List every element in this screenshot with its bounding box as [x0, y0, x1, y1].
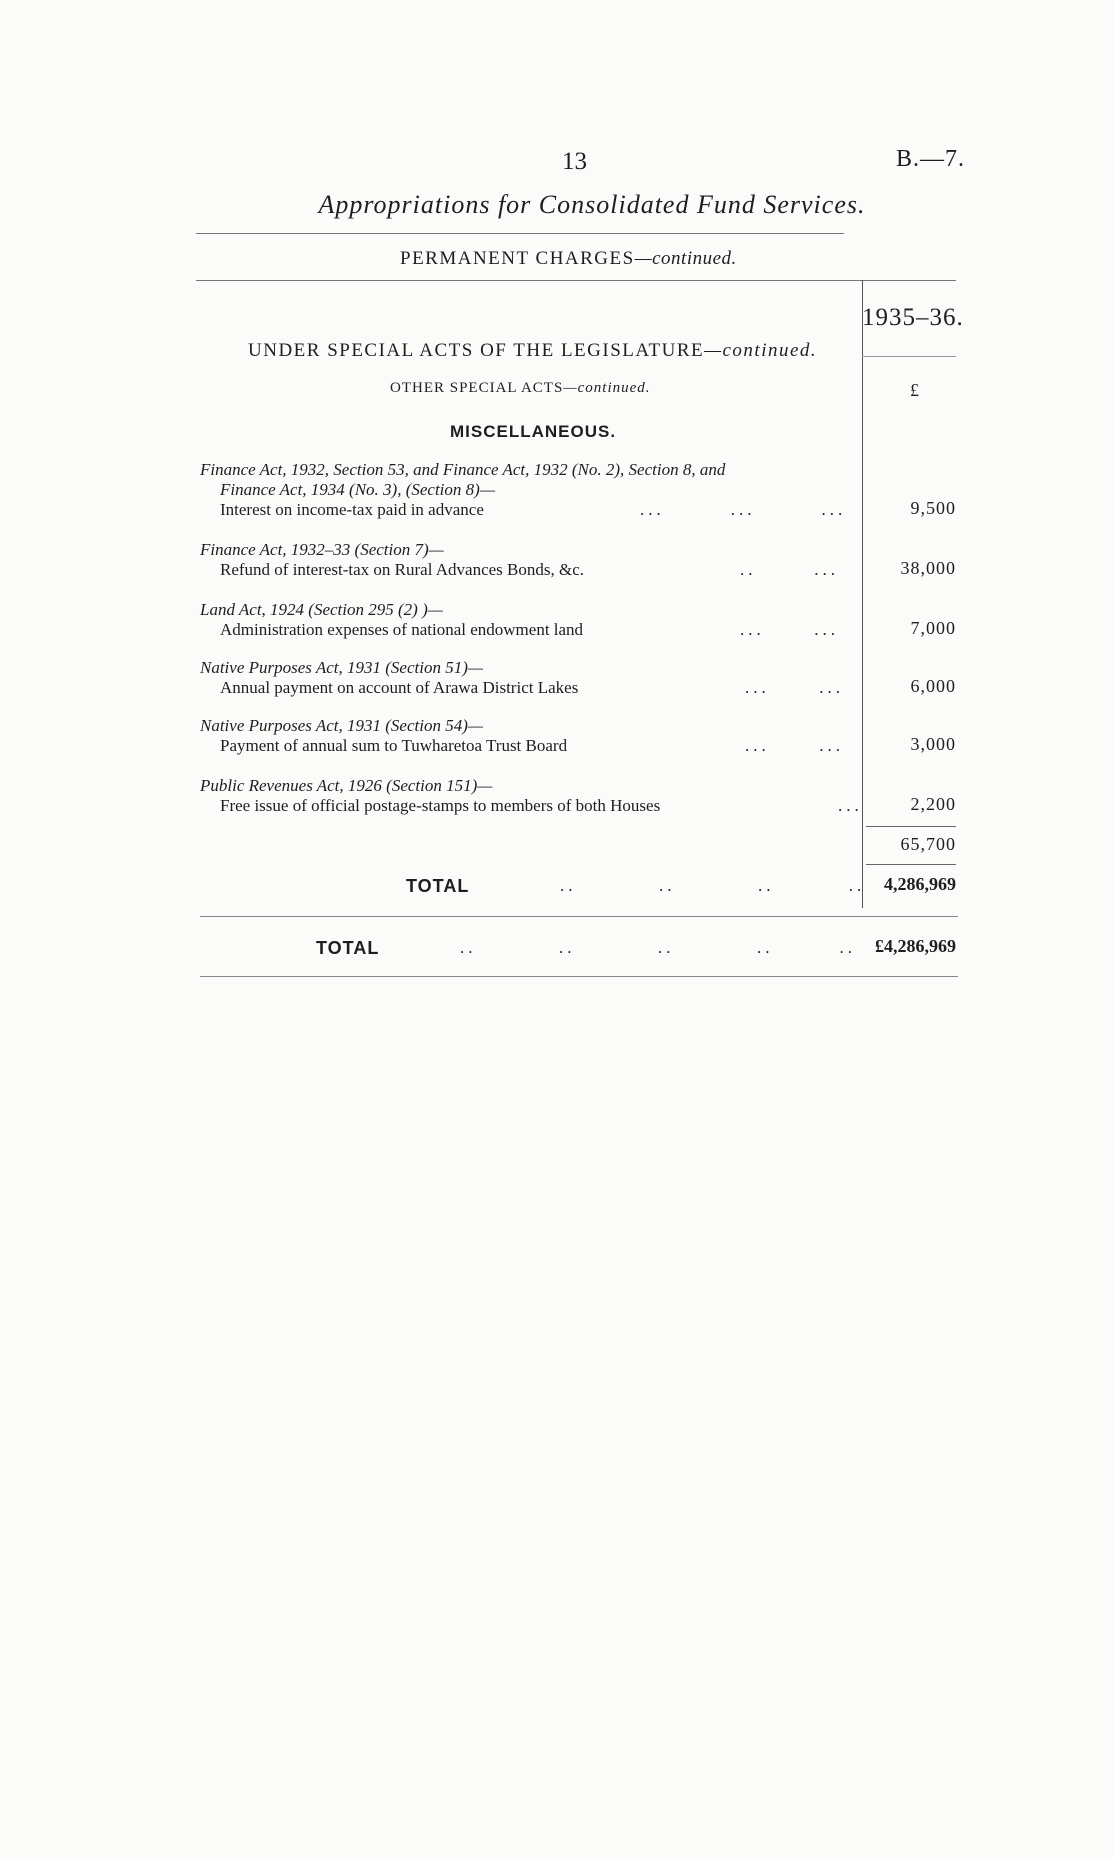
subtitle-suffix: —continued. — [634, 248, 737, 269]
page-title: Appropriations for Consolidated Fund Services. — [318, 190, 866, 219]
subtitle-rule — [196, 280, 956, 281]
total-rule — [200, 916, 958, 917]
entry-amount: 9,500 — [910, 498, 956, 518]
entry-amount: 38,000 — [900, 558, 956, 578]
act-reference: Public Revenues Act, 1926 (Section 151)— — [200, 776, 493, 795]
currency-symbol: £ — [910, 380, 919, 400]
entry-description: Annual payment on account of Arawa District Lakes — [220, 678, 579, 697]
leader-dots: ... ... — [745, 736, 844, 755]
document-reference: B.—7. — [896, 146, 966, 172]
subtotal-rule — [866, 826, 956, 827]
section-heading-suffix: —continued. — [704, 340, 818, 361]
page-number: 13 — [562, 148, 587, 175]
title-rule — [196, 233, 844, 234]
entry-amount: 7,000 — [910, 618, 956, 638]
leader-dots: ... ... — [740, 620, 839, 639]
leader-dots: .. .. .. .. .. — [460, 938, 856, 957]
entry-amount: 3,000 — [910, 734, 956, 754]
total-amount: 4,286,969 — [884, 874, 956, 894]
subtotal-bottom-rule — [866, 864, 956, 865]
entry-description: Refund of interest-tax on Rural Advances Bonds, &c. — [220, 560, 585, 579]
act-reference: Native Purposes Act, 1931 (Section 51)— — [200, 658, 483, 677]
section-heading-text: UNDER SPECIAL ACTS OF THE LEGISLATURE — [248, 340, 705, 361]
total-label: TOTAL — [406, 876, 470, 896]
group-heading: MISCELLANEOUS. — [450, 422, 617, 441]
act-reference: Land Act, 1924 (Section 295 (2) )— — [200, 600, 443, 619]
grand-total-label: TOTAL — [316, 938, 380, 958]
act-reference-continued: Finance Act, 1934 (No. 3), (Section 8)— — [220, 480, 495, 499]
act-reference: Finance Act, 1932, Section 53, and Finance Act, 1932 (No. 2), Section 8, and — [200, 460, 726, 479]
entry-description: Payment of annual sum to Tuwharetoa Trust Board — [220, 736, 568, 755]
year-rule — [862, 356, 956, 357]
entry-description: Interest on income-tax paid in advance — [220, 500, 484, 519]
leader-dots: ... ... ... — [640, 500, 847, 519]
grand-total-amount: £4,286,969 — [875, 936, 956, 956]
leader-dots: ... ... — [745, 678, 844, 697]
section-subheading — [390, 380, 651, 397]
section-subheading-suffix: —continued. — [563, 380, 651, 396]
section-subheading-text: OTHER SPECIAL ACTS — [390, 380, 564, 396]
year-column-header: 1935–36. — [862, 304, 964, 331]
entry-amount: 2,200 — [910, 794, 956, 814]
leader-dots: ... — [838, 796, 863, 815]
act-reference: Native Purposes Act, 1931 (Section 54)— — [200, 716, 483, 735]
leader-dots: .. ... — [740, 560, 839, 579]
subtitle-text: PERMANENT CHARGES — [400, 248, 635, 269]
entry-description: Free issue of official postage-stamps to members of both Houses — [220, 796, 661, 815]
entry-amount: 6,000 — [910, 676, 956, 696]
list-item — [200, 776, 860, 816]
bottom-rule — [200, 976, 958, 977]
entry-description: Administration expenses of national endowment land — [220, 620, 584, 639]
act-reference: Finance Act, 1932–33 (Section 7)— — [200, 540, 444, 559]
subtitle — [400, 248, 737, 270]
section-heading — [248, 340, 817, 362]
leader-dots: .. .. .. .. — [560, 876, 866, 895]
subtotal-amount: 65,700 — [900, 834, 956, 854]
